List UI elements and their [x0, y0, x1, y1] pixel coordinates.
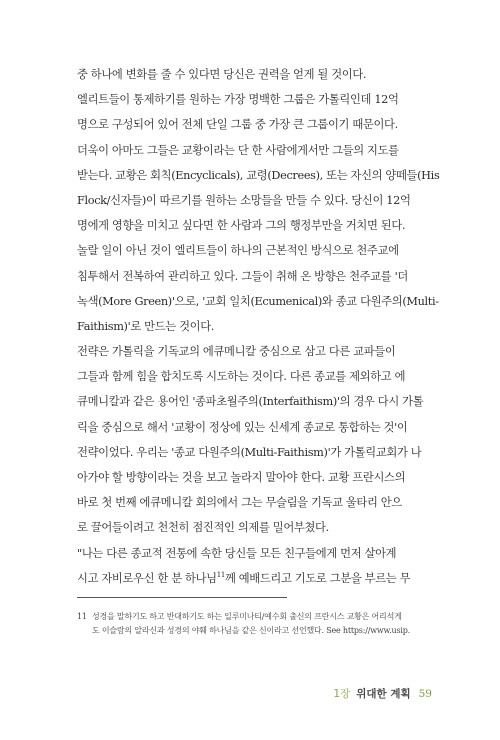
body-line: 전략이었다. 우리는 '종교 다원주의(Multi-Faithism)'가 가톨릭교회가 나	[77, 445, 422, 459]
body-line: 로 끌어들이려고 천천히 점진적인 의제를 밀어부쳤다.	[77, 521, 329, 535]
body-line: 아가야 할 방향이라는 것을 보고 놀라지 말아야 한다. 교황 프란시스의	[77, 471, 406, 484]
body-line: 더욱이 아마도 그들은 교황이라는 단 한 사람에게서만 그들의 지도를	[77, 143, 399, 157]
body-line: 바로 첫 번째 에큐메니칼 회의에서 그는 무슬림을 기독교 울타리 안으	[77, 496, 402, 510]
page-number: 59	[418, 688, 432, 700]
body-line-end: 께 예배드리고 기도로 그분을 부르는 무	[224, 571, 411, 585]
footnote-number: 11	[77, 612, 87, 621]
footnote-text-1: 성경을 말하기도 하고 반대하기도 하는 일루미나티/예수회 출신의 프란시스 교황은 어리석게	[92, 612, 402, 621]
body-line: Faithism)'로 만드는 것이다.	[77, 319, 215, 333]
body-line: 릭을 중심으로 해서 '교황이 정상에 있는 신세계 종교로 통합하는 것'이	[77, 420, 408, 434]
body-line: 전략은 가톨릭을 기독교의 에큐메니칼 중심으로 삼고 다른 교파들이	[77, 345, 396, 359]
body-line: 그들과 함께 힘을 합치도록 시도하는 것이다. 다른 종교를 제외하고 에	[77, 370, 406, 384]
body-line: 엘리트들이 통제하기를 원하는 가장 명백한 그룹은 가톨릭인데 12억	[77, 93, 399, 107]
body-line: "나는 다른 종교적 전통에 속한 당신들 모든 친구들에게 먼저 살아계	[77, 546, 397, 560]
body-line: 녹색(More Green)'으로, '교회 일치(Ecumenical)와 종교 다원주의(Multi-	[77, 294, 439, 308]
footnote-text-2: 도 이슬람의 알라신과 성경의 야훼 하나님을 같은 신이라고 선언했다. See https://www.usip.	[92, 626, 411, 635]
footer-chapter: 1장	[333, 688, 351, 700]
footnote-line	[77, 610, 442, 624]
body-line: 중 하나에 변화를 줄 수 있다면 당신은 권력을 얻게 될 것이다.	[77, 68, 367, 81]
body-line: 받는다. 교황은 회칙(Encyclicals), 교령(Decrees), 또는 자신의 양떼들(His	[77, 168, 440, 182]
footnote-ref[interactable]: 11	[216, 570, 225, 579]
body-line: 침투해서 전복하여 관리하고 있다. 그들이 취해 온 방향은 천주교를 '더	[77, 269, 408, 283]
footer-title: 위대한 계획	[356, 688, 411, 700]
body-line: 명에게 영향을 미치고 싶다면 한 사람과 그의 행정부만을 거치면 된다.	[77, 219, 406, 233]
body-line-start: 시고 자비로우신 한 분 하나님	[77, 571, 217, 585]
body-text	[77, 62, 440, 591]
body-line: 놀랄 일이 아닌 것이 엘리트들이 하나의 근본적인 방식으로 천주교에	[77, 244, 399, 258]
body-line: Flock/신자들)이 따르기를 원하는 소망들을 만들 수 있다. 당신이 12억	[77, 193, 411, 207]
footnote	[77, 610, 442, 638]
footnote-divider	[77, 597, 287, 598]
body-line: 큐메니칼과 같은 용어인 '종파초월주의(Interfaithism)'의 경우 다시 가톨	[77, 395, 424, 409]
running-footer	[333, 686, 432, 701]
body-line-with-footnote-ref	[77, 566, 432, 591]
body-line: 명으로 구성되어 있어 전체 단일 그룹 중 가장 큰 그룹이기 때문이다.	[77, 118, 398, 132]
